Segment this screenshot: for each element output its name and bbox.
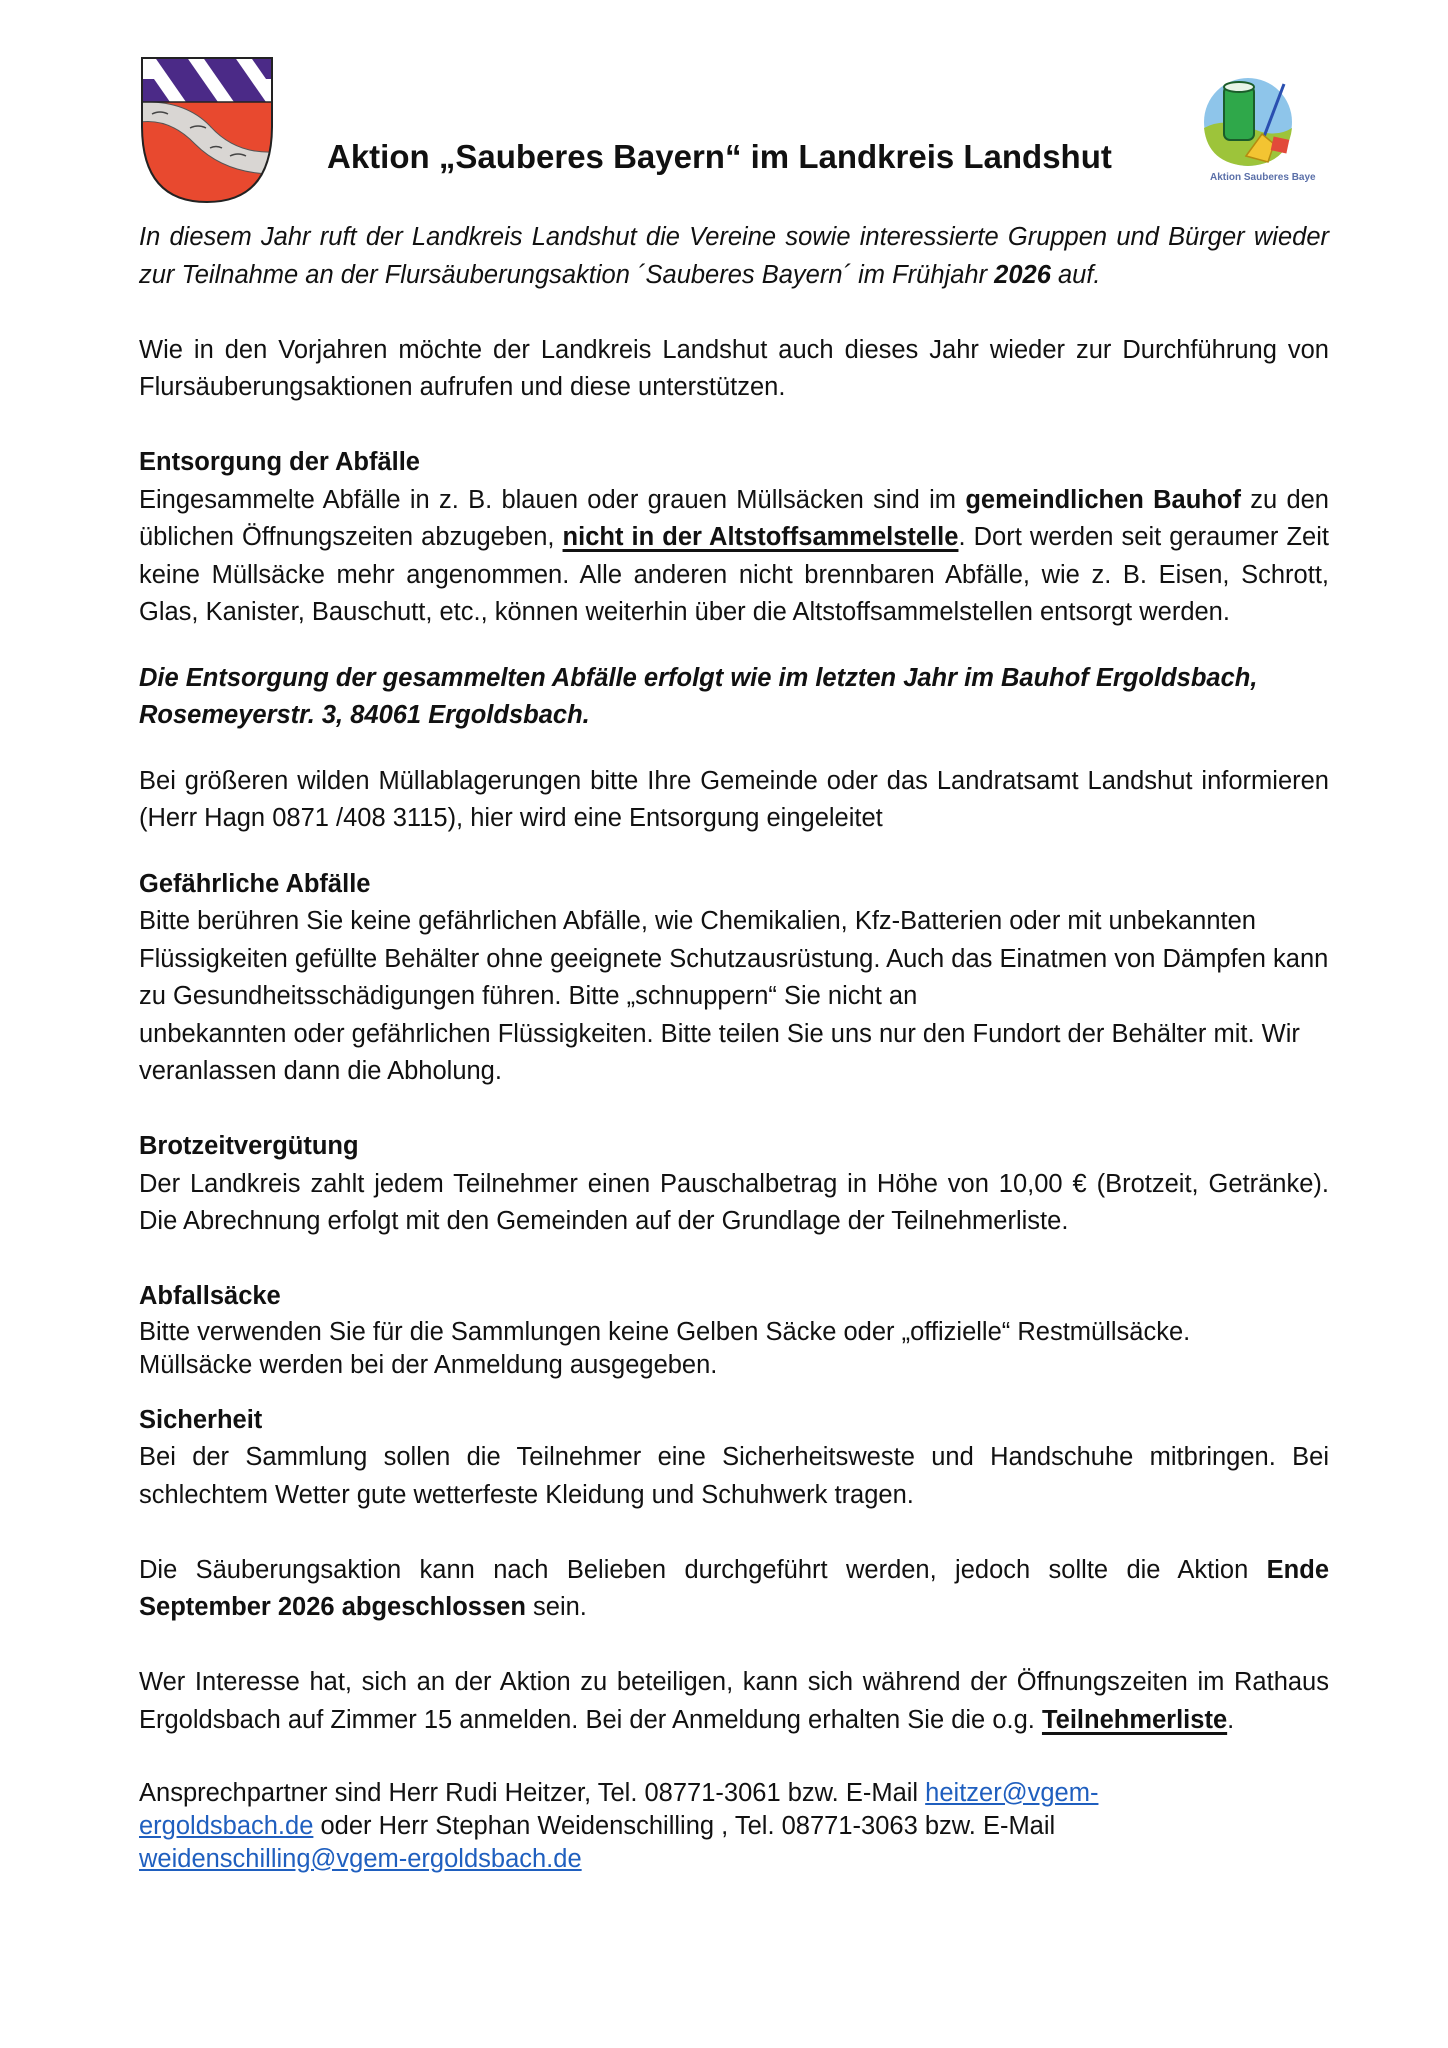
- deadline-text-1: Die Säuberungsaktion kann nach Belieben durchgeführt werden, jedoch sollte die Aktion: [139, 1555, 1267, 1584]
- abfallsaecke-line-2: Müllsäcke werden bei der Anmeldung ausgegeben.: [139, 1350, 718, 1379]
- abfallsaecke-line-1: Bitte verwenden Sie für die Sammlungen keine Gelben Säcke oder „offizielle“ Restmüllsäcke.: [139, 1317, 1191, 1346]
- kontakt-text-1: Ansprechpartner sind Herr Rudi Heitzer, Tel. 08771-3061 bzw. E-Mail: [139, 1778, 926, 1807]
- email-link-weidenschilling[interactable]: weidenschilling@vgem-ergoldsbach.de: [139, 1844, 582, 1873]
- svg-text:Aktion Sauberes Bayern: Aktion Sauberes Bayern: [1210, 172, 1316, 183]
- gefaehrlich-line-2: unbekannten oder gefährlichen Flüssigkeiten. Bitte teilen Sie uns nur den Fundort der Behälter mit. Wir veranlassen dann die Abholung.: [139, 1019, 1300, 1085]
- entsorgung-text-2: zu den üblichen Öffnungszeiten abzugeben,: [139, 485, 1329, 551]
- entsorgung-underlined: nicht in der Altstoffsammelstelle: [562, 523, 959, 551]
- brotzeit-heading: Brotzeitvergütung: [139, 1132, 359, 1160]
- deadline-text-2: sein.: [525, 1593, 587, 1621]
- anmeldung-paragraph: [139, 1664, 1329, 1739]
- document-body: [139, 219, 1329, 1876]
- page-title: Aktion „Sauberes Bayern“ im Landkreis Landshut: [327, 138, 1112, 175]
- anmeldung-text-2: .: [1227, 1705, 1235, 1734]
- intro-year: 2026: [994, 260, 1051, 289]
- kontakt-text-2: oder Herr Stephan Weidenschilling , Tel. 08771-3063 bzw. E-Mail: [313, 1811, 1056, 1840]
- intro-text: In diesem Jahr ruft der Landkreis Landshut die Vereine sowie interessierte Gruppen und Bürger wieder zur Teilnahme an der Flursäuberungsaktion ´Sauberes Bayern´ im Frühjahr: [139, 223, 1329, 289]
- email-heitzer-part-1[interactable]: heitzer@vgem-: [925, 1778, 1099, 1807]
- gefaehrlich-heading: Gefährliche Abfälle: [139, 869, 371, 898]
- gefaehrlich-line-1: Bitte berühren Sie keine gefährlichen Abfälle, wie Chemikalien, Kfz-Batterien oder mit unbekannten Flüssigkeiten gefüllte Behälter ohne geeignete Schutzausrüstung. Auch das Einatmen von Dämpfen kann zu Gesundheitsschädigungen führen. Bitte „schnuppern“ Sie nicht an: [139, 907, 1329, 1010]
- kontakt-paragraph: [139, 1777, 1329, 1876]
- bauhof-note: Die Entsorgung der gesammelten Abfälle erfolgt wie im letzten Jahr im Bauhof Ergoldsbach, Rosemeyerstr. 3, 84061 Ergoldsbach.: [139, 663, 1258, 729]
- sicherheit-paragraph: Bei der Sammlung sollen die Teilnehmer eine Sicherheitsweste und Handschuhe mitbringen. Bei schlechtem Wetter gute wetterfeste Kleidung und Schuhwerk tragen.: [139, 1443, 1329, 1509]
- teilnehmerliste-underlined: Teilnehmerliste: [1041, 1705, 1228, 1734]
- wild-dumping-paragraph: Bei größeren wilden Müllablagerungen bitte Ihre Gemeinde oder das Landratsamt Landshut informieren (Herr Hagn 0871 /408 3115), hier wird eine Entsorgung eingeleitet: [139, 766, 1329, 832]
- entsorgung-heading: Entsorgung der Abfälle: [139, 448, 420, 476]
- deadline-bold: Ende September 2026 abgeschlossen: [139, 1555, 1329, 1621]
- coat-of-arms-icon: [140, 56, 274, 204]
- anmeldung-text-1: Wer Interesse hat, sich an der Aktion zu beteiligen, kann sich während der Öffnungszeiten im Rathaus Ergoldsbach auf Zimmer 15 anmelden. Bei der Anmeldung erhalten Sie die o.g.: [139, 1668, 1329, 1734]
- entsorgung-text-1: Eingesammelte Abfälle in z. B. blauen oder grauen Müllsäcken sind im: [139, 485, 966, 514]
- deadline-paragraph: [139, 1552, 1329, 1627]
- intro-text-end: auf.: [1050, 260, 1101, 289]
- sicherheit-heading: Sicherheit: [139, 1405, 263, 1434]
- vorjahre-paragraph: Wie in den Vorjahren möchte der Landkreis Landshut auch dieses Jahr wieder zur Durchführung von Flursäuberungsaktionen aufrufen und diese unterstützen.: [139, 335, 1329, 401]
- entsorgung-bold: gemeindlichen Bauhof: [965, 485, 1241, 514]
- aktion-sauberes-bayern-logo-icon: [1196, 72, 1316, 190]
- entsorgung-text-3: . Dort werden seit geraumer Zeit keine Müllsäcke mehr angenommen. Alle anderen nicht brennbaren Abfälle, wie z. B. Eisen, Schrott, Glas, Kanister, Bauschutt, etc., können weiterhin über die Altstoffsammelstellen entsorgt werden.: [139, 523, 1329, 626]
- entsorgung-paragraph: [139, 482, 1329, 632]
- intro-paragraph: [139, 219, 1329, 294]
- email-heitzer-part-2[interactable]: ergoldsbach.de: [139, 1811, 314, 1840]
- brotzeit-paragraph: Der Landkreis zahlt jedem Teilnehmer einen Pauschalbetrag in Höhe von 10,00 € (Brotzeit, Getränke). Die Abrechnung erfolgt mit den Gemeinden auf der Grundlage der Teilnehmerliste.: [139, 1169, 1329, 1235]
- abfallsaecke-heading: Abfallsäcke: [139, 1282, 281, 1310]
